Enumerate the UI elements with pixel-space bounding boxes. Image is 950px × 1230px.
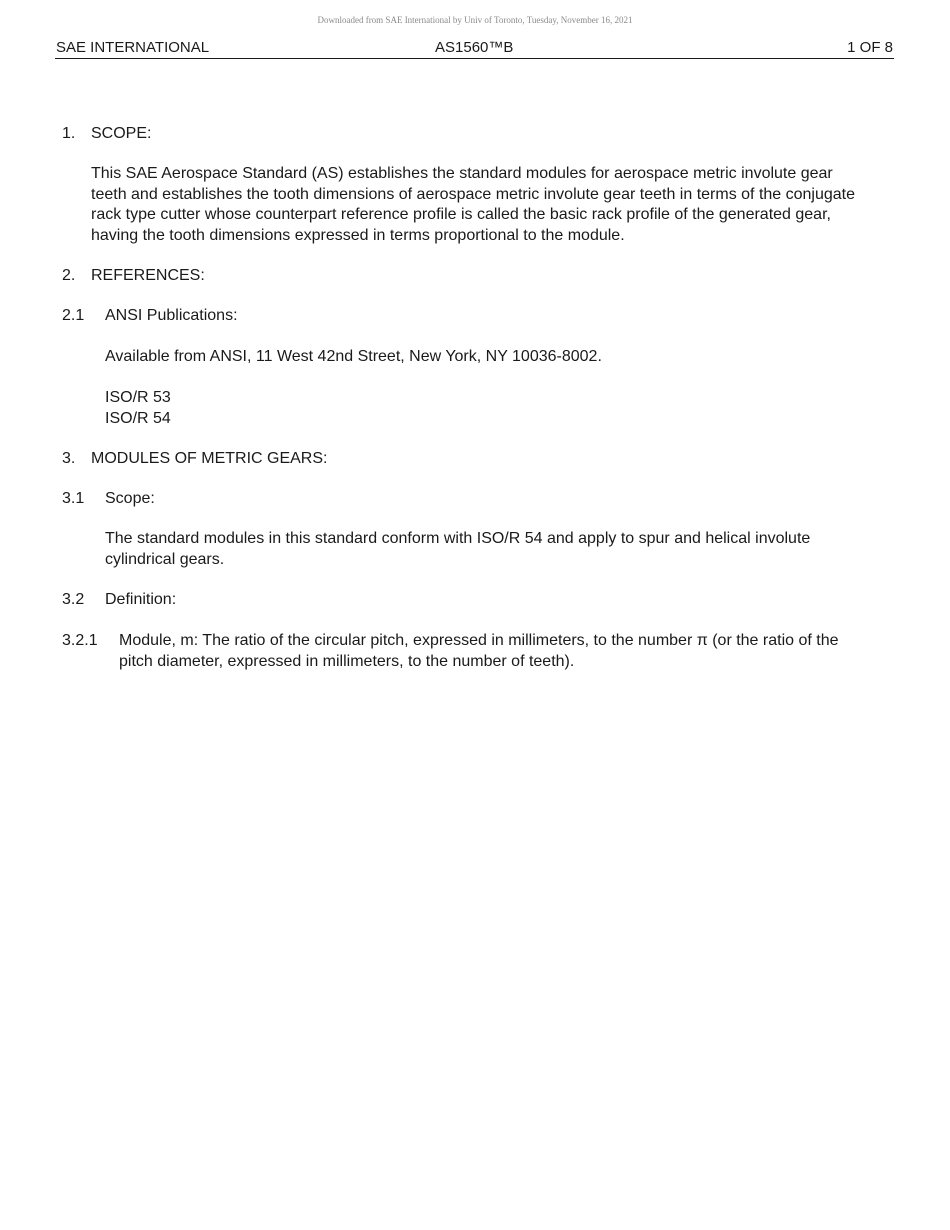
paragraph-text: This SAE Aerospace Standard (AS) establishes the standard modules for aerospace metric involute gear teeth and establishes the tooth dimensions of aerospace metric involute gear teeth in terms of the conjugate rack type cutter whose counterpart reference profile is called the basic rack profile of the generated gear, having the tooth dimensions expressed in terms proportional to the module. (91, 165, 856, 244)
section-number: 2.1 (62, 307, 85, 324)
header-page-number: 1 OF 8 (847, 39, 893, 56)
reference-item: ISO/R 53 (105, 389, 171, 406)
paragraph-text: Available from ANSI, 11 West 42nd Street, New York, NY 10036-8002. (105, 348, 602, 365)
section-title: Definition: (105, 591, 177, 608)
reference-list (105, 388, 862, 429)
definition-text: Module, m: The ratio of the circular pitch, expressed in millimeters, to the number π (or the ratio of the pitch diameter, expressed in millimeters, to the number of teeth). (119, 632, 839, 670)
section-title: MODULES OF METRIC GEARS: (91, 450, 328, 467)
section-number: 3.1 (62, 490, 85, 507)
reference-item: ISO/R 54 (105, 409, 171, 427)
section-title: ANSI Publications: (105, 307, 238, 324)
section-1-paragraph (91, 164, 859, 246)
section-number: 3.2.1 (62, 632, 98, 649)
section-number: 3.2 (62, 591, 85, 608)
header-doc-number: AS1560™B (435, 39, 514, 56)
section-number: 2. (62, 267, 76, 284)
paragraph-text: The standard modules in this standard conform with ISO/R 54 and apply to spur and helical involute cylindrical gears. (105, 530, 811, 568)
page-header (55, 38, 894, 59)
section-number: 3. (62, 450, 76, 467)
section-title: SCOPE: (91, 125, 152, 142)
section-3-1-paragraph (105, 529, 860, 570)
header-org: SAE INTERNATIONAL (56, 39, 210, 56)
section-number: 1. (62, 125, 76, 142)
section-title: Scope: (105, 490, 155, 507)
section-2-1-paragraph (105, 347, 862, 368)
download-notice: Downloaded from SAE International by Univ of Toronto, Tuesday, November 16, 2021 (317, 15, 633, 25)
section-title: REFERENCES: (91, 267, 205, 284)
